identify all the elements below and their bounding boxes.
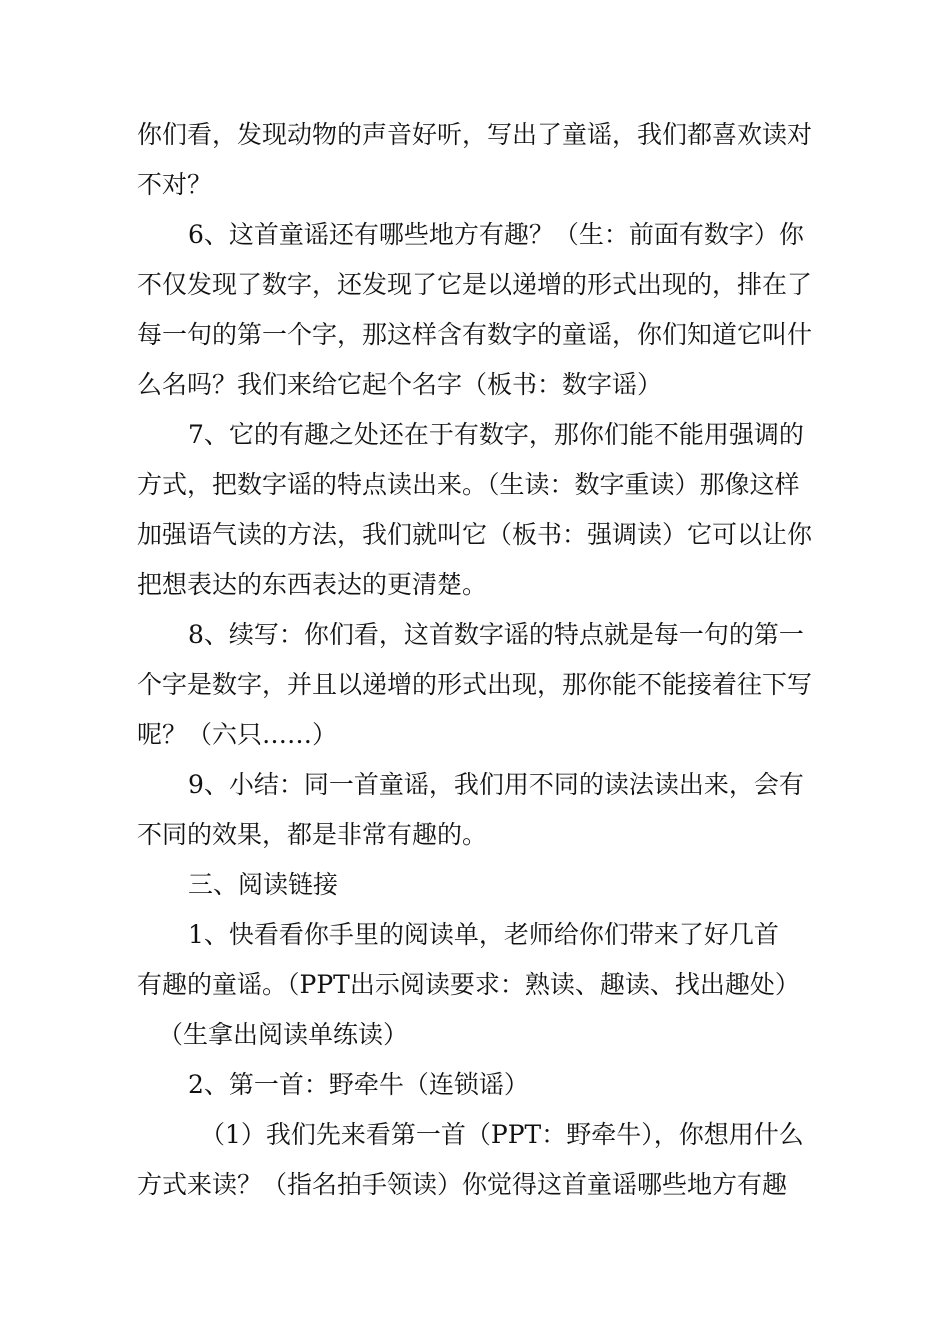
paragraph-line: 呢？（六只……） — [137, 720, 338, 749]
paragraph-line: 么名吗？我们来给它起个名字（板书：数字谣） — [137, 370, 663, 399]
paragraph-line: 6、这首童谣还有哪些地方有趣？（生：前面有数字）你 — [188, 220, 804, 249]
paragraph-line: 9、小结：同一首童谣，我们用不同的读法读出来，会有 — [188, 770, 804, 799]
paragraph-line: 7、它的有趣之处还在于有数字，那你们能不能用强调的 — [188, 420, 804, 449]
paragraph-line: 个字是数字，并且以递增的形式出现，那你能不能接着往下写 — [137, 670, 813, 699]
paragraph-line: 不对？ — [137, 170, 213, 199]
paragraph-line: （生拿出阅读单练读） — [158, 1020, 409, 1049]
paragraph-line: 方式，把数字谣的特点读出来。（生读：数字重读）那像这样 — [137, 470, 800, 499]
paragraph-line: 加强语气读的方法，我们就叫它（板书：强调读）它可以让你 — [137, 520, 813, 549]
paragraph-line: （1）我们先来看第一首（PPT：野牵牛），你想用什么 — [200, 1120, 804, 1149]
paragraph-line: 有趣的童谣。（PPT出示阅读要求：熟读、趣读、找出趣处） — [137, 970, 800, 999]
paragraph-line: 你们看，发现动物的声音好听，写出了童谣，我们都喜欢读对 — [137, 120, 813, 149]
paragraph-line: 不同的效果，都是非常有趣的。 — [137, 820, 488, 849]
paragraph-line: 2、第一首：野牵牛（连锁谣） — [188, 1070, 529, 1099]
paragraph-line: 不仅发现了数字，还发现了它是以递增的形式出现的，排在了 — [137, 270, 813, 299]
paragraph-line: 把想表达的东西表达的更清楚。 — [137, 570, 488, 599]
paragraph-line: 方式来读？（指名拍手领读）你觉得这首童谣哪些地方有趣 — [137, 1170, 788, 1199]
paragraph-line: 每一句的第一个字，那这样含有数字的童谣，你们知道它叫什 — [137, 320, 813, 349]
paragraph-line: 1、快看看你手里的阅读单，老师给你们带来了好几首 — [188, 920, 779, 949]
section-heading: 三、阅读链接 — [188, 870, 339, 899]
paragraph-line: 8、续写：你们看，这首数字谣的特点就是每一句的第一 — [188, 620, 804, 649]
